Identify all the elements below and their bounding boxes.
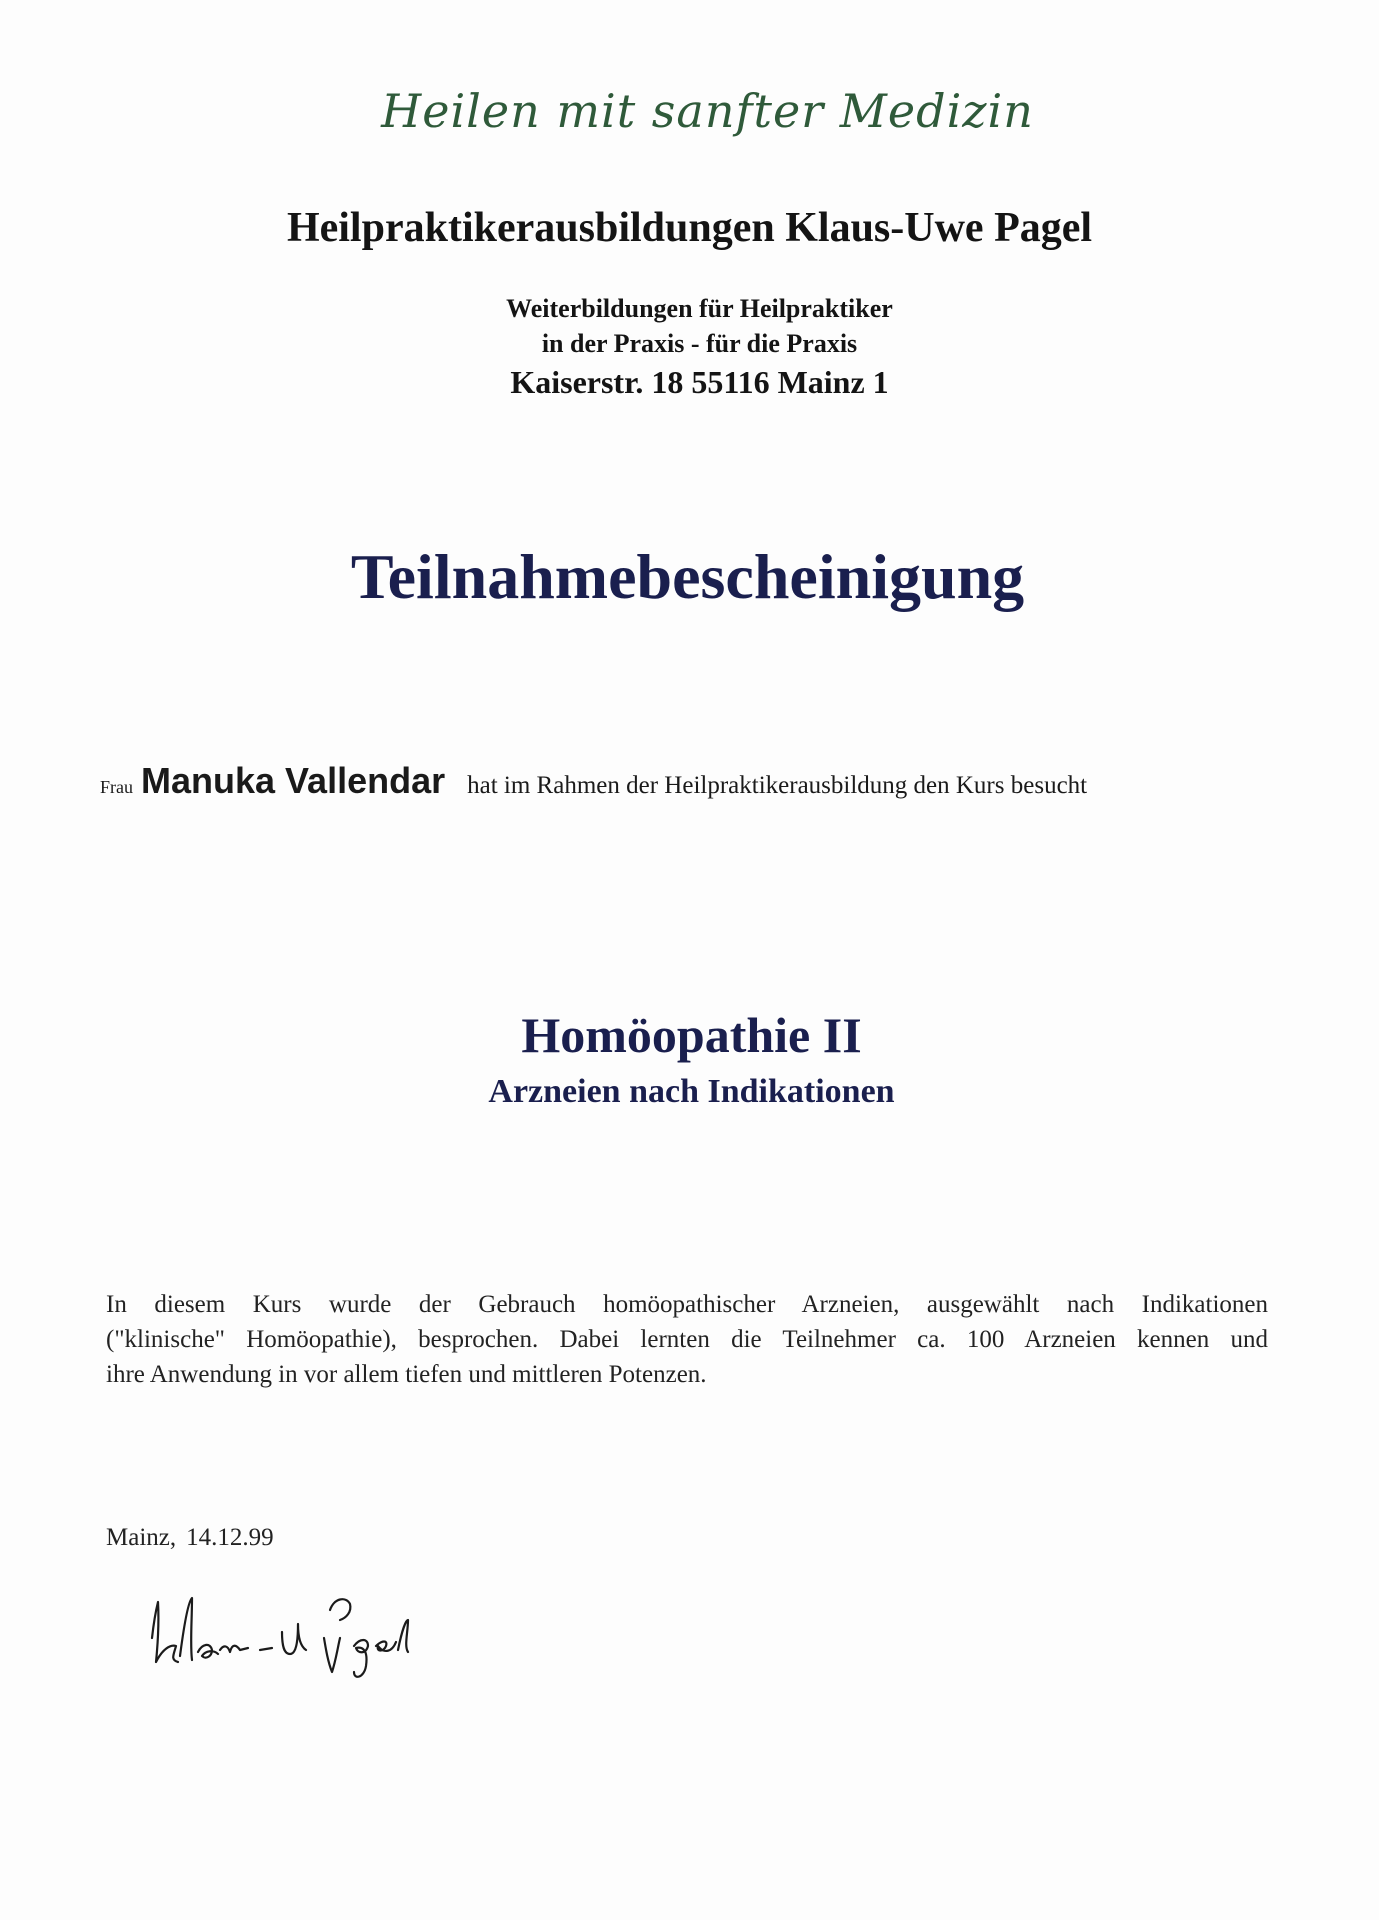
subline-training: Weiterbildungen für Heilpraktiker	[506, 294, 893, 323]
address: Kaiserstr. 18 55116 Mainz 1	[510, 364, 889, 400]
participant-name: Manuka Vallendar	[141, 760, 446, 801]
place-date	[106, 1524, 274, 1552]
course-title: Homöopathie II	[521, 1007, 862, 1063]
attendance-text: hat im Rahmen der Heilpraktikerausbildung den Kurs besucht	[467, 772, 1088, 799]
attendance-statement	[100, 760, 1300, 802]
motto: Heilen mit sanfter Medizin	[381, 84, 1034, 138]
course-description	[106, 1287, 1268, 1392]
signature	[140, 1580, 500, 1690]
description-line: In diesem Kurs wurde der Gebrauch homöopathischer Arzneien, ausgewählt nach Indikationen	[106, 1291, 1268, 1318]
description-line: ("klinische" Homöopathie), besprochen. Dabei lernten die Teilnehmer ca. 100 Arzneien kennen und	[106, 1326, 1268, 1353]
subline-practice: in der Praxis - für die Praxis	[541, 329, 858, 358]
salutation: Frau	[100, 777, 133, 797]
institute-name: Heilpraktikerausbildungen Klaus-Uwe Pagel	[286, 205, 1093, 251]
place: Mainz,	[106, 1524, 177, 1551]
course-subtitle: Arzneien nach Indikationen	[488, 1073, 895, 1110]
signature-scribble	[140, 1580, 500, 1690]
certificate-title: Teilnahmebescheinigung	[350, 541, 1025, 612]
description-line: ihre Anwendung in vor allem tiefen und mittleren Potenzen.	[106, 1361, 707, 1388]
date: 14.12.99	[186, 1524, 274, 1551]
